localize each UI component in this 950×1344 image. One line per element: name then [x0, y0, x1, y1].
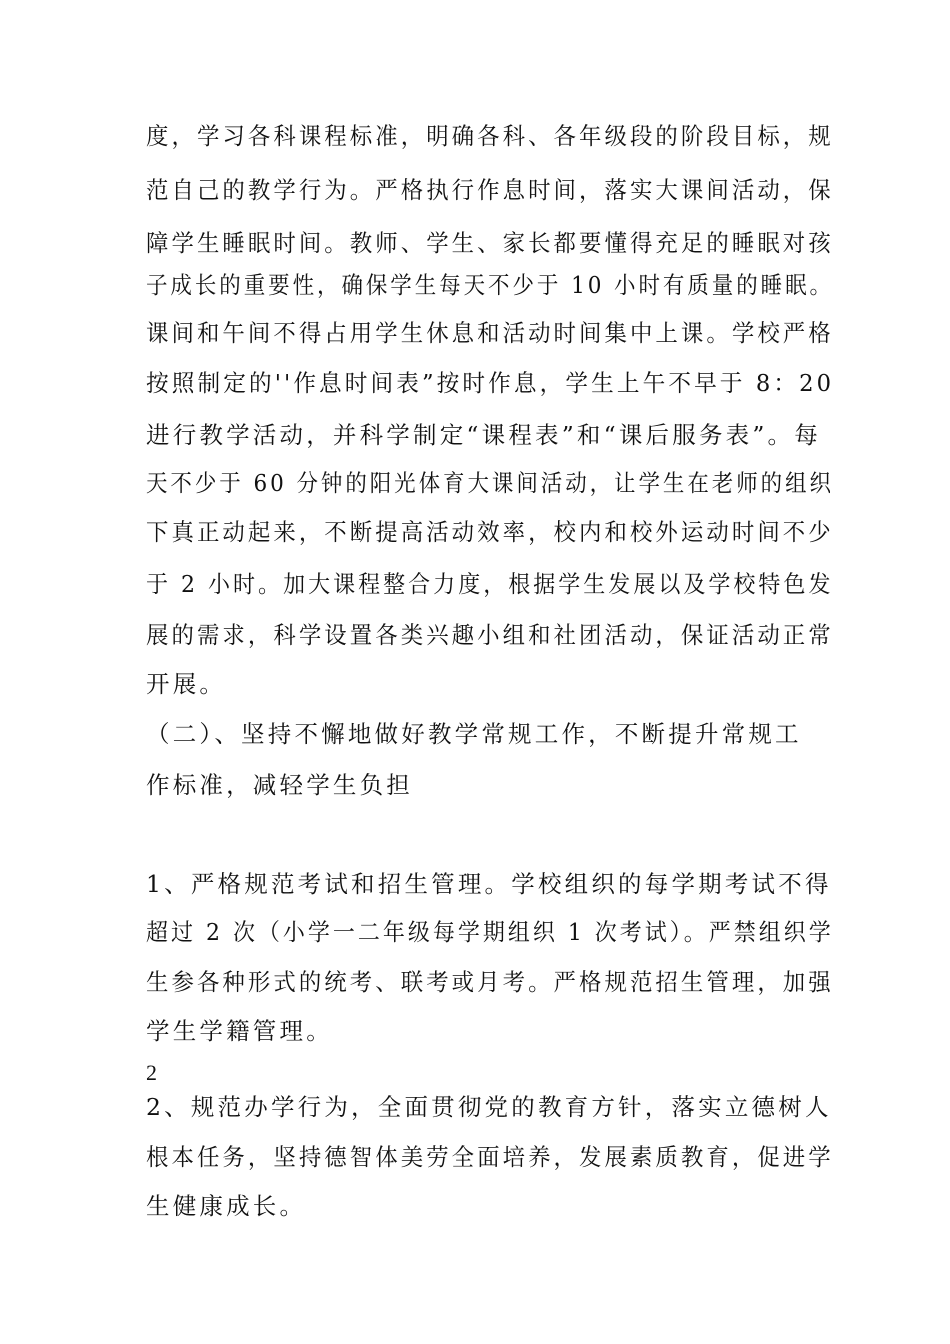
- text-line: 度，学习各科课程标准，明确各科、各年级段的阶段目标，规: [146, 122, 834, 150]
- text-line: 生参各种形式的统考、联考或月考。严格规范招生管理，加强: [146, 968, 834, 996]
- page-number: 2: [146, 1060, 157, 1085]
- text-line: 按照制定的''作息时间表”按时作息，学生上午不早于 8：20: [146, 369, 835, 397]
- text-line: 障学生睡眠时间。教师、学生、家长都要懂得充足的睡眠对孩: [146, 229, 834, 257]
- text-line: 于 2 小时。加大课程整合力度，根据学生发展以及学校特色发: [146, 570, 834, 598]
- text-line: 课间和午间不得占用学生休息和活动时间集中上课。学校严格: [146, 319, 834, 347]
- heading-line: （二）、坚持不懈地做好教学常规工作，不断提升常规工: [146, 720, 802, 748]
- text-line: 超过 2 次（小学一二年级每学期组织 1 次考试）。严禁组织学: [146, 918, 834, 946]
- text-line: 展的需求，科学设置各类兴趣小组和社团活动，保证活动正常: [146, 621, 834, 649]
- text-line: 下真正动起来，不断提高活动效率，校内和校外运动时间不少: [146, 518, 834, 546]
- text-line: 子成长的重要性，确保学生每天不少于 10 小时有质量的睡眠。: [146, 271, 834, 299]
- text-line: 开展。: [146, 670, 227, 698]
- heading-line: 作标准，减轻学生负担: [146, 771, 413, 799]
- text-line: 2、规范办学行为，全面贯彻党的教育方针，落实立德树人: [146, 1093, 832, 1121]
- text-line: 范自己的教学行为。严格执行作息时间，落实大课间活动，保: [146, 176, 834, 204]
- text-line: 1、严格规范考试和招生管理。学校组织的每学期考试不得: [146, 870, 832, 898]
- text-line: 天不少于 60 分钟的阳光体育大课间活动，让学生在老师的组织: [146, 469, 834, 497]
- text-line: 学生学籍管理。: [146, 1017, 333, 1045]
- text-line: 进行教学活动，并科学制定“课程表”和“课后服务表”。每: [146, 421, 821, 449]
- text-line: 生健康成长。: [146, 1192, 307, 1220]
- text-line: 根本任务，坚持德智体美劳全面培养，发展素质教育，促进学: [146, 1143, 834, 1171]
